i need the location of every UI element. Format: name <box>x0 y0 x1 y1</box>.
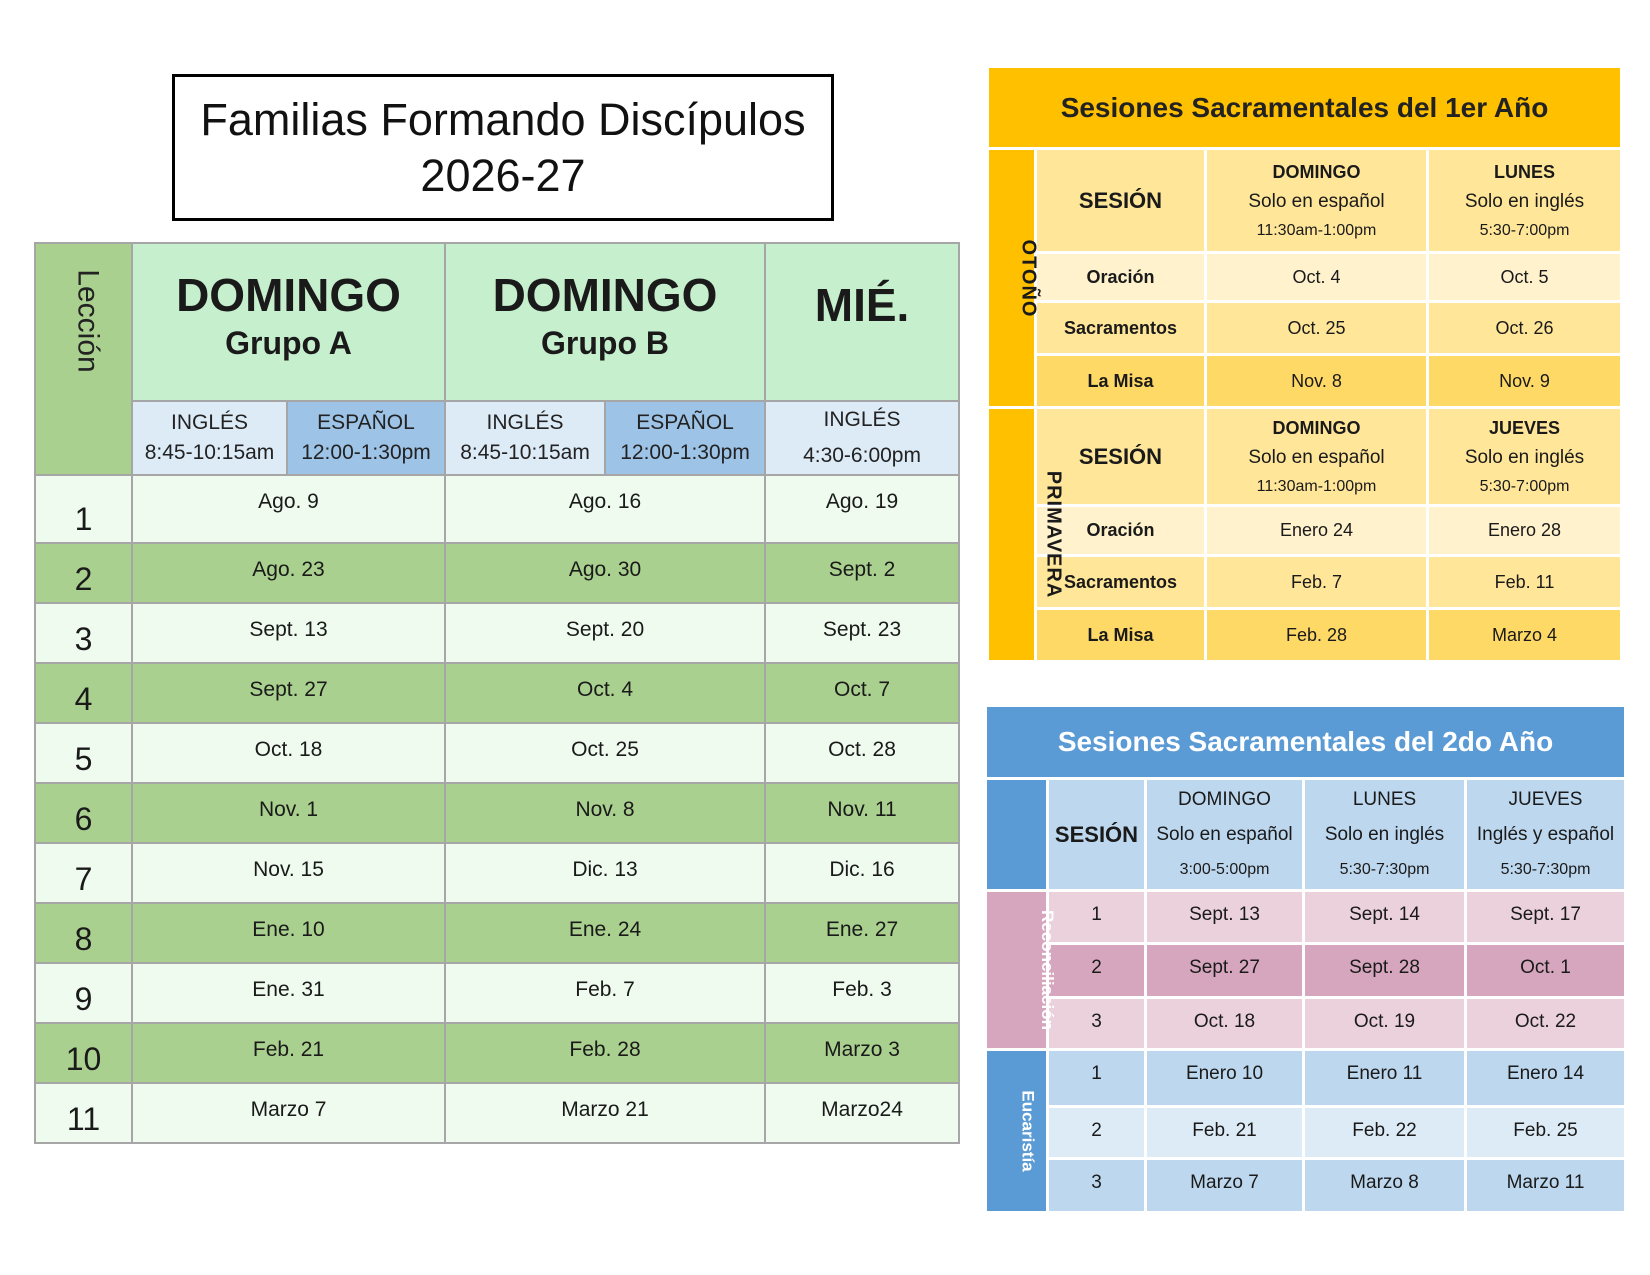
session-number: 1 <box>1048 1050 1146 1107</box>
eucaristia-label: Eucaristía <box>986 1050 1048 1213</box>
session-number: 3 <box>1048 1159 1146 1213</box>
date-cell: Oct. 1 <box>1466 944 1626 998</box>
date-cell: Marzo24 <box>765 1083 959 1143</box>
subheader-b-english: INGLÉS 8:45-10:15am <box>445 401 605 475</box>
table-row <box>35 843 959 903</box>
row-label: La Misa <box>1036 355 1206 408</box>
date-cell: Ene. 24 <box>445 903 765 963</box>
table-row <box>35 663 959 723</box>
date-cell: Nov. 15 <box>132 843 445 903</box>
date-cell: Feb. 7 <box>445 963 765 1023</box>
date-cell: Enero 28 <box>1428 506 1622 556</box>
date-cell: Ene. 10 <box>132 903 445 963</box>
table-row <box>986 1050 1626 1107</box>
table-row <box>988 302 1622 355</box>
date-cell: Sept. 20 <box>445 603 765 663</box>
date-cell: Feb. 7 <box>1206 556 1428 609</box>
date-cell: Sept. 27 <box>132 663 445 723</box>
table-row <box>35 903 959 963</box>
date-cell: Marzo 21 <box>445 1083 765 1143</box>
year2-corner <box>986 779 1048 891</box>
table-row <box>35 963 959 1023</box>
table-row <box>988 355 1622 408</box>
lesson-number: 4 <box>35 663 132 723</box>
session-header: SESIÓN <box>1036 149 1206 253</box>
otono-label: OTOÑO <box>988 149 1036 408</box>
table-row <box>986 998 1626 1050</box>
wednesday-day: MIÉ. <box>814 279 910 331</box>
date-cell: Enero 14 <box>1466 1050 1626 1107</box>
date-cell: Feb. 11 <box>1428 556 1622 609</box>
date-cell: Oct. 25 <box>445 723 765 783</box>
date-cell: Dic. 16 <box>765 843 959 903</box>
subheader-a-spanish: ESPAÑOL 12:00-1:30pm <box>287 401 445 475</box>
date-cell: Nov. 9 <box>1428 355 1622 408</box>
subheader-wednesday-english: INGLÉS 4:30-6:00pm <box>765 401 959 475</box>
primavera-sunday-header: DOMINGO Solo en español 11:30am-1:00pm <box>1206 408 1428 506</box>
date-cell: Feb. 28 <box>445 1023 765 1083</box>
year2-monday-header: LUNES Solo en inglés 5:30-7:30pm <box>1304 779 1466 891</box>
date-cell: Marzo 7 <box>1146 1159 1304 1213</box>
table-row <box>35 783 959 843</box>
lesson-column-header: Lección <box>35 243 132 475</box>
date-cell: Ene. 27 <box>765 903 959 963</box>
table-row <box>988 506 1622 556</box>
wednesday-header <box>765 243 959 401</box>
lesson-number: 8 <box>35 903 132 963</box>
table-row <box>35 603 959 663</box>
date-cell: Nov. 1 <box>132 783 445 843</box>
year1-sessions-table <box>986 65 1623 663</box>
date-cell: Marzo 3 <box>765 1023 959 1083</box>
year1-title: Sesiones Sacramentales del 1er Año <box>988 67 1622 149</box>
date-cell: Nov. 8 <box>445 783 765 843</box>
group-a-header <box>132 243 445 401</box>
date-cell: Feb. 3 <box>765 963 959 1023</box>
date-cell: Ago. 19 <box>765 475 959 543</box>
date-cell: Oct. 18 <box>1146 998 1304 1050</box>
date-cell: Marzo 4 <box>1428 609 1622 662</box>
date-cell: Enero 11 <box>1304 1050 1466 1107</box>
session-header: SESIÓN <box>1036 408 1206 506</box>
lesson-number: 2 <box>35 543 132 603</box>
date-cell: Sept. 14 <box>1304 891 1466 944</box>
primavera-thursday-header: JUEVES Solo en inglés 5:30-7:00pm <box>1428 408 1622 506</box>
date-cell: Oct. 25 <box>1206 302 1428 355</box>
row-label: Oración <box>1036 253 1206 302</box>
otono-monday-header: LUNES Solo en inglés 5:30-7:00pm <box>1428 149 1622 253</box>
date-cell: Sept. 17 <box>1466 891 1626 944</box>
date-cell: Oct. 28 <box>765 723 959 783</box>
session-number: 3 <box>1048 998 1146 1050</box>
date-cell: Oct. 19 <box>1304 998 1466 1050</box>
row-label: Sacramentos <box>1036 302 1206 355</box>
date-cell: Enero 10 <box>1146 1050 1304 1107</box>
lesson-number: 6 <box>35 783 132 843</box>
group-b-day: DOMINGO <box>492 269 718 321</box>
session-number: 2 <box>1048 944 1146 998</box>
lesson-number: 5 <box>35 723 132 783</box>
year2-sunday-header: DOMINGO Solo en español 3:00-5:00pm <box>1146 779 1304 891</box>
session-number: 2 <box>1048 1107 1146 1159</box>
group-a-day: DOMINGO <box>176 269 401 321</box>
year2-title: Sesiones Sacramentales del 2do Año <box>986 706 1626 779</box>
group-b-header <box>445 243 765 401</box>
date-cell: Ago. 9 <box>132 475 445 543</box>
page-title-box <box>172 74 834 221</box>
date-cell: Ene. 31 <box>132 963 445 1023</box>
lesson-number: 11 <box>35 1083 132 1143</box>
date-cell: Sept. 28 <box>1304 944 1466 998</box>
date-cell: Oct. 4 <box>1206 253 1428 302</box>
date-cell: Oct. 5 <box>1428 253 1622 302</box>
session-number: 1 <box>1048 891 1146 944</box>
date-cell: Marzo 8 <box>1304 1159 1466 1213</box>
date-cell: Sept. 13 <box>1146 891 1304 944</box>
lesson-number: 10 <box>35 1023 132 1083</box>
row-label: Sacramentos <box>1036 556 1206 609</box>
session-header: SESIÓN <box>1048 779 1146 891</box>
date-cell: Feb. 21 <box>1146 1107 1304 1159</box>
date-cell: Feb. 25 <box>1466 1107 1626 1159</box>
reconciliacion-label: Reconciliación <box>986 891 1048 1050</box>
table-row <box>35 1023 959 1083</box>
date-cell: Marzo 11 <box>1466 1159 1626 1213</box>
table-row <box>986 944 1626 998</box>
date-cell: Oct. 4 <box>445 663 765 723</box>
date-cell: Oct. 22 <box>1466 998 1626 1050</box>
date-cell: Nov. 11 <box>765 783 959 843</box>
date-cell: Marzo 7 <box>132 1083 445 1143</box>
lesson-number: 7 <box>35 843 132 903</box>
table-row <box>986 891 1626 944</box>
group-a-label: Grupo A <box>225 325 352 361</box>
date-cell: Feb. 28 <box>1206 609 1428 662</box>
year2-thursday-header: JUEVES Inglés y español 5:30-7:30pm <box>1466 779 1626 891</box>
page-title: Familias Formando Discípulos <box>200 93 806 145</box>
otono-sunday-header: DOMINGO Solo en español 11:30am-1:00pm <box>1206 149 1428 253</box>
table-row <box>986 1159 1626 1213</box>
date-cell: Oct. 18 <box>132 723 445 783</box>
date-cell: Sept. 13 <box>132 603 445 663</box>
table-row <box>986 1107 1626 1159</box>
lesson-number: 1 <box>35 475 132 543</box>
date-cell: Sept. 27 <box>1146 944 1304 998</box>
date-cell: Oct. 26 <box>1428 302 1622 355</box>
primavera-label: PRIMAVERA <box>988 408 1036 662</box>
table-row <box>988 253 1622 302</box>
date-cell: Ago. 16 <box>445 475 765 543</box>
date-cell: Nov. 8 <box>1206 355 1428 408</box>
table-row <box>988 609 1622 662</box>
table-row <box>35 543 959 603</box>
date-cell: Ago. 23 <box>132 543 445 603</box>
date-cell: Sept. 23 <box>765 603 959 663</box>
date-cell: Sept. 2 <box>765 543 959 603</box>
subheader-b-spanish: ESPAÑOL 12:00-1:30pm <box>605 401 765 475</box>
table-row <box>35 723 959 783</box>
table-row <box>35 475 959 543</box>
subheader-a-english: INGLÉS 8:45-10:15am <box>132 401 287 475</box>
lesson-number: 3 <box>35 603 132 663</box>
date-cell: Feb. 22 <box>1304 1107 1466 1159</box>
date-cell: Oct. 7 <box>765 663 959 723</box>
date-cell: Feb. 21 <box>132 1023 445 1083</box>
page-subtitle-year: 2026-27 <box>420 149 586 201</box>
lesson-number: 9 <box>35 963 132 1023</box>
group-b-label: Grupo B <box>541 325 670 361</box>
date-cell: Dic. 13 <box>445 843 765 903</box>
date-cell: Ago. 30 <box>445 543 765 603</box>
date-cell: Enero 24 <box>1206 506 1428 556</box>
lesson-schedule-table <box>34 242 960 1144</box>
table-row <box>35 1083 959 1143</box>
row-label: Oración <box>1036 506 1206 556</box>
year2-sessions-table <box>984 704 1627 1214</box>
table-row <box>988 556 1622 609</box>
row-label: La Misa <box>1036 609 1206 662</box>
